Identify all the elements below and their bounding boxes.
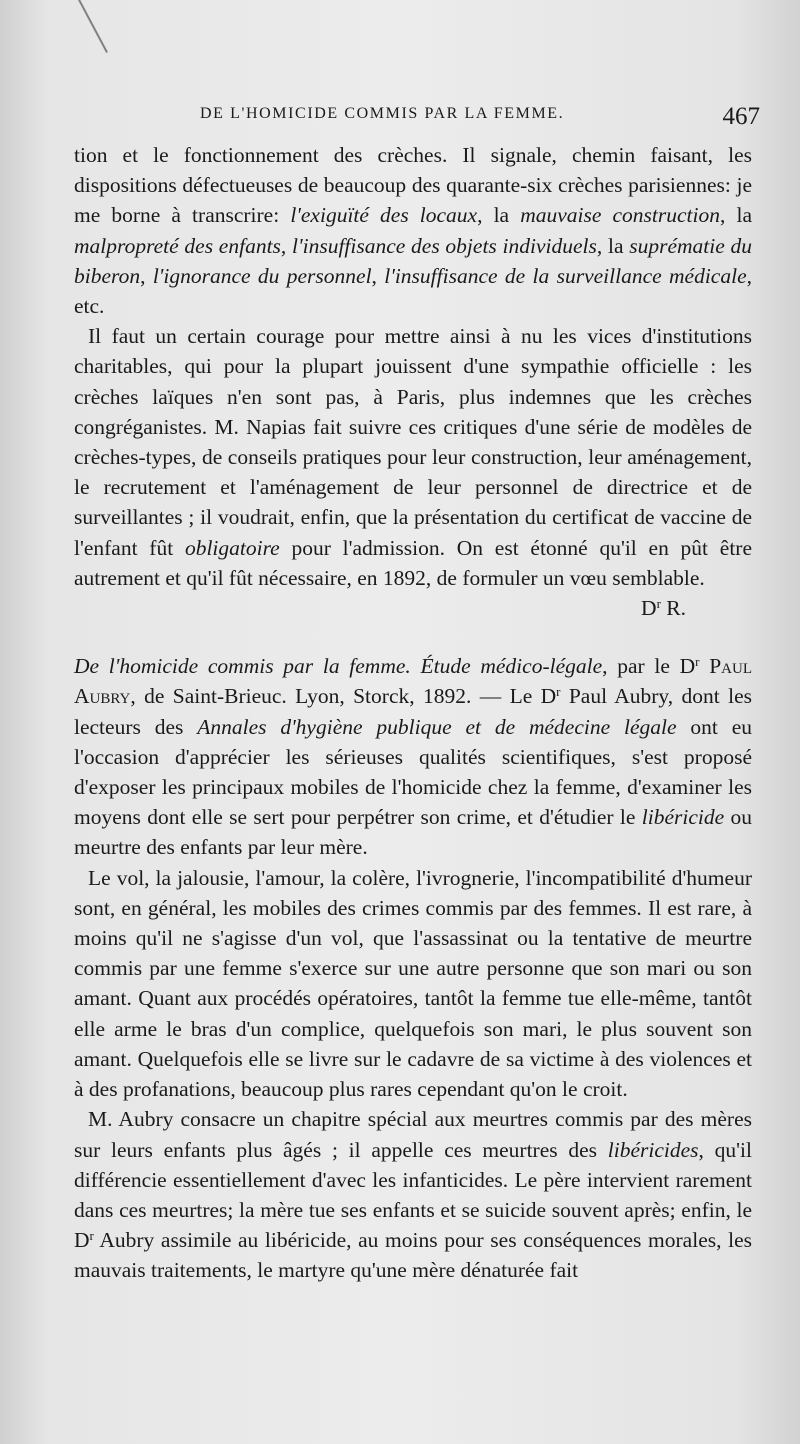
text-run: Le vol, la jalousie, l'amour, la colère, l'ivrognerie, l'incompatibilité d'humeur sont, en général, les mobiles des crimes commis par des femmes. Il est rare, à moins qu'il ne s'agisse d'un vol, que l'assassinat ou la tentative de meurtre commis par une femme s'exerce sur une autre personne que son mari ou son amant. Quant aux procédés opératoires, tantôt la femme tue elle-même, tantôt elle arme le bras d'un complice, quelquefois son mari, le plus souvent son amant. Quelquefois elle se livre sur le cadavre de sa victime à des violences et à des profanations, beaucoup plus rares cependant qu'on le croit. [74,865,752,1102]
text-run: , la [477,203,521,228]
paragraph-motives [74,863,752,1105]
paragraph-libericides [74,1104,752,1285]
text-run: , qu'il différencie essentiellement d'avec les infanticides. Le père intervient rarement dans ces meurtres; la mère tue ses enfants et se suicide souvent après; enfin, le D [74,1137,752,1253]
italic-run: De l'homicide commis par la femme. Étude médico-légale [74,654,603,679]
italic-run: Annales d'hygiène publique et de médecine légale [197,714,677,739]
text-run: , de Saint-Brieuc. Lyon, Storck, 1892. — Le D [130,684,557,709]
superscript: r [556,684,561,700]
text-run: M. Aubry consacre un chapitre spécial aux meurtres commis par des mères sur leurs enfants plus âgés ; il appelle ces meurtres des [74,1107,752,1162]
superscript: r [89,1228,94,1244]
paragraph-napias [74,321,752,593]
page-number: 467 [722,103,760,130]
text-run: , [140,263,153,288]
text-run: tion et le fonctionnement des crèches. Il signale, chemin faisant, les dispositions défectueuses de beaucoup des quarante-six crèches parisiennes: je me borne à transcrire: [74,143,752,228]
text-run: Il faut un certain courage pour mettre ainsi à nu les vices d'institutions charitables, qui pour la plupart jouissent d'une sympathie officielle : les crèches laïques n'en sont pas, à Paris, plus indemnes que les crèches congréganistes. M. Napias fait suivre ces critiques d'une série de modèles de crèches-types, de conseils pratiques pour leur construction, leur aménagement, le recrutement et l'aménagement de leur personnel de directrice et de surveillantes ; il voudrait, enfin, que la présentation du certificat de vaccine de l'enfant fût [74,324,752,560]
text-run: , [371,263,385,288]
text-run: Paul Aubry, dont les lecteurs des [74,684,752,739]
running-title: DE L'HOMICIDE COMMIS PAR LA FEMME. [200,105,565,122]
text-run: , la [596,233,630,258]
italic-run: l'ignorance du personnel [152,263,372,288]
signature-superscript: r [656,596,661,612]
author-name: Paul Aubry [74,654,752,709]
signature-line [74,593,752,623]
italic-run: libéricides [607,1137,699,1162]
text-run: , par le D [602,654,696,679]
text-run: , la [720,203,752,228]
superscript: r [695,654,700,670]
italic-run: suprématie du biberon [74,233,753,288]
text-run: , [280,233,293,258]
text-run: Aubry assimile au libéricide, au moins pour ses conséquences morales, les mauvais traitements, le martyre qu'une mère dénaturée fait [74,1228,752,1283]
italic-run: malpropreté des enfants [74,233,281,258]
italic-run: l'insuffisance de la surveillance médicale [384,263,747,288]
italic-run: l'insuffisance des objets individuels [292,233,597,258]
text-run: , etc. [74,263,752,319]
body-text [74,140,752,1286]
review-paragraph [74,651,752,862]
italic-run: libéricide [641,805,725,830]
page-header [200,103,760,133]
paragraph-creches-defects [74,140,752,321]
italic-run: obligatoire [184,535,280,560]
italic-run: l'exiguïté des locaux [290,203,478,228]
text-run: pour l'admission. On est étonné qu'il en pût être autrement et qu'il fût nécessaire, en 1892, de formuler un vœu semblable. [74,535,752,590]
page-corner-mark [78,0,108,53]
text-run: ont eu l'occasion d'apprécier les sérieuses qualités scientifiques, s'est proposé d'exposer les principaux mobiles de l'homicide chez la femme, d'examiner les moyens dont elle se sert pour perpétrer son crime, et d'étudier le [74,714,752,830]
signature [641,593,752,623]
italic-run: mauvaise construction [520,203,720,228]
signature-initial: R. [660,596,686,621]
signature-text: D [641,596,657,621]
text-run: ou meurtre des enfants par leur mère. [74,805,753,860]
